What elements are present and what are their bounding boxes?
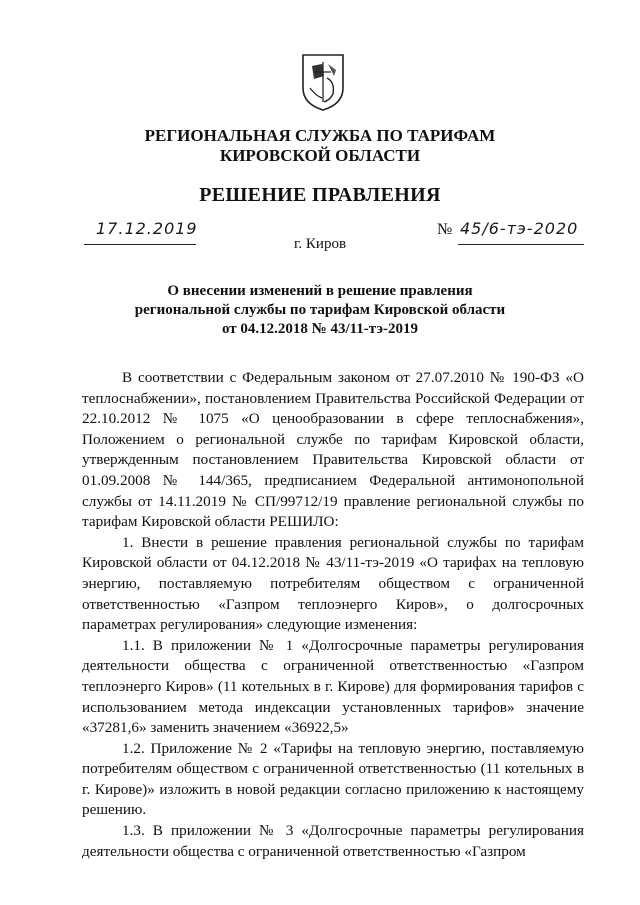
document-date: 17.12.2019 — [96, 219, 198, 238]
org-line-1: РЕГИОНАЛЬНАЯ СЛУЖБА ПО ТАРИФАМ — [144, 126, 496, 145]
subject-line-2: региональной службы по тарифам Кировской области — [134, 302, 506, 318]
city: г. Киров — [293, 236, 347, 252]
subject-line-1: О внесении изменений в решение правления — [167, 283, 473, 299]
document-type: РЕШЕНИЕ ПРАВЛЕНИЯ — [199, 184, 441, 206]
number-sign: № — [437, 221, 453, 238]
org-line-2: КИРОВСКОЙ ОБЛАСТИ — [219, 146, 421, 165]
document-number: 45/6-тэ-2020 — [460, 219, 579, 238]
document-subject — [0, 282, 640, 339]
coat-of-arms-emblem — [300, 52, 346, 112]
body-paragraph-item-1-2: 1.2. Приложение № 2 «Тарифы на тепловую энергию, поставляемую потребителям обществом с ограниченной ответственностью (11 котельных в г. Кирове)» изложить в новой редакции согласно приложению к настоящему решению. — [82, 739, 584, 819]
body-paragraph-item-1-1: 1.1. В приложении № 1 «Долгосрочные параметры регулирования деятельности общества с ограниченной ответственностью «Газпром теплоэнерго Киров» (11 котельных в г. Кирове) для формирования тарифов с использованием метода индексации установленных тарифов» значение «37281,6» заменить значением «36922,5» — [82, 636, 584, 737]
document-body — [82, 368, 584, 862]
body-paragraph-item-1-3: 1.3. В приложении № 3 «Долгосрочные параметры регулирования деятельности общества с ограниченной ответственностью «Газпром — [82, 822, 584, 860]
body-paragraph-preamble: В соответствии с Федеральным законом от 27.07.2010 № 190-ФЗ «О теплоснабжении», постановлением Правительства Российской Федерации от 22.10.2012 № 1075 «О ценообразовании в сфере теплоснабжения», Положением о региональной службе по тарифам Кировской области, утвержденным постановлением Правительства Кировской области от 01.09.2008 № 144/365, предписанием Федеральной антимонопольной службы от 14.11.2019 № СП/99712/19 правление региональной службы по тарифам Кировской области РЕШИЛО: — [82, 369, 584, 531]
body-paragraph-item-1: 1. Внести в решение правления региональной службы по тарифам Кировской области от 04.12.2018 № 43/11-тэ-2019 «О тарифах на тепловую энергию, поставляемую потребителям обществом с ограниченной ответственностью «Газпром теплоэнерго Киров», о долгосрочных параметрах регулирования» следующие изменения: — [82, 533, 584, 634]
subject-line-3: от 04.12.2018 № 43/11-тэ-2019 — [221, 321, 419, 337]
organization-name — [0, 126, 640, 166]
